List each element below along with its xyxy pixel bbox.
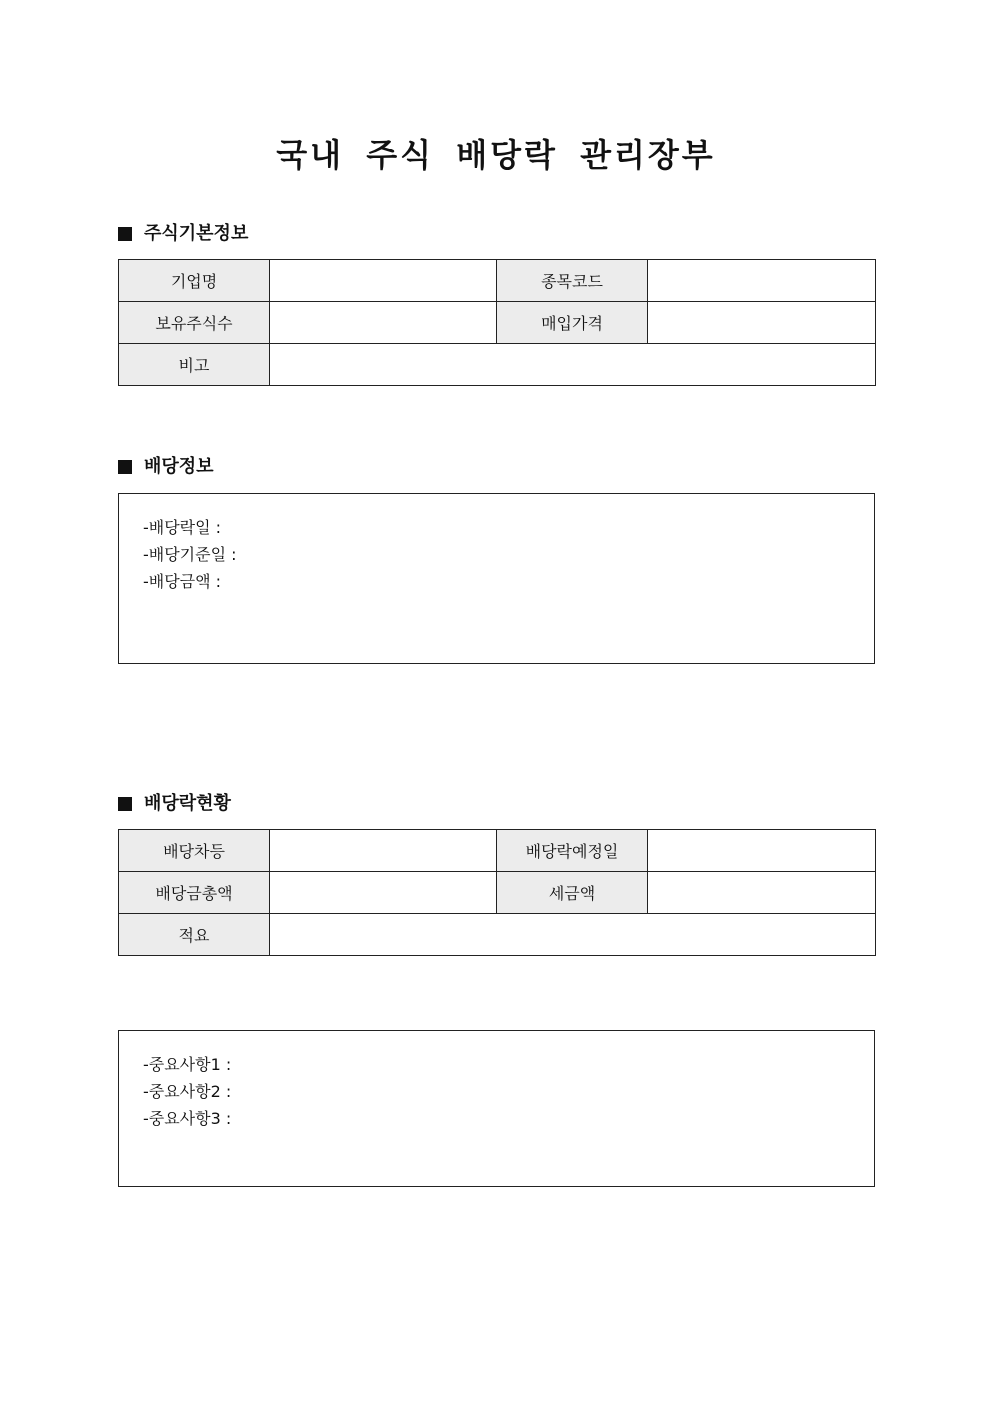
important-notes-box[interactable]	[118, 1030, 875, 1187]
important-note-1-line: -중요사항1 :	[143, 1055, 232, 1074]
summary-label: 적요	[119, 914, 270, 956]
table-row	[119, 872, 876, 914]
shares-held-field[interactable]	[270, 302, 497, 344]
table-row	[119, 914, 876, 956]
purchase-price-label: 매입가격	[497, 302, 648, 344]
section-heading-label: 배당정보	[144, 456, 214, 477]
note-label: 비고	[119, 344, 270, 386]
stock-code-field[interactable]	[648, 260, 876, 302]
shares-held-label: 보유주식수	[119, 302, 270, 344]
scheduled-date-label: 배당락예정일	[497, 830, 648, 872]
document-title: 국내 주식 배당락 관리장부	[276, 136, 716, 174]
purchase-price-field[interactable]	[648, 302, 876, 344]
important-note-3-line: -중요사항3 :	[143, 1109, 232, 1128]
table-row	[119, 344, 876, 386]
company-name-label: 기업명	[119, 260, 270, 302]
exdividend-status-table	[118, 829, 876, 956]
note-field[interactable]	[270, 344, 876, 386]
dividend-diff-label: 배당차등	[119, 830, 270, 872]
ex-dividend-date-line: -배당락일 :	[143, 518, 222, 537]
important-note-2-line: -중요사항2 :	[143, 1082, 232, 1101]
dividend-total-label: 배당금총액	[119, 872, 270, 914]
section-heading-dividend-info	[118, 454, 214, 480]
tax-amount-field[interactable]	[648, 872, 876, 914]
section-heading-label: 배당락현황	[144, 793, 231, 814]
scheduled-date-field[interactable]	[648, 830, 876, 872]
record-date-line: -배당기준일 :	[143, 545, 237, 564]
summary-field[interactable]	[270, 914, 876, 956]
section-heading-label: 주식기본정보	[144, 223, 249, 244]
dividend-amount-line: -배당금액 :	[143, 572, 222, 591]
tax-amount-label: 세금액	[497, 872, 648, 914]
dividend-info-box[interactable]	[118, 493, 875, 664]
square-bullet-icon	[118, 460, 132, 474]
company-name-field[interactable]	[270, 260, 497, 302]
table-row	[119, 260, 876, 302]
stock-code-label: 종목코드	[497, 260, 648, 302]
table-row	[119, 830, 876, 872]
dividend-diff-field[interactable]	[270, 830, 497, 872]
dividend-total-field[interactable]	[270, 872, 497, 914]
section-heading-stock-info	[118, 221, 248, 247]
square-bullet-icon	[118, 227, 132, 241]
table-row	[119, 302, 876, 344]
section-heading-exdividend-status	[118, 791, 231, 817]
square-bullet-icon	[118, 797, 132, 811]
stock-info-table	[118, 259, 876, 386]
